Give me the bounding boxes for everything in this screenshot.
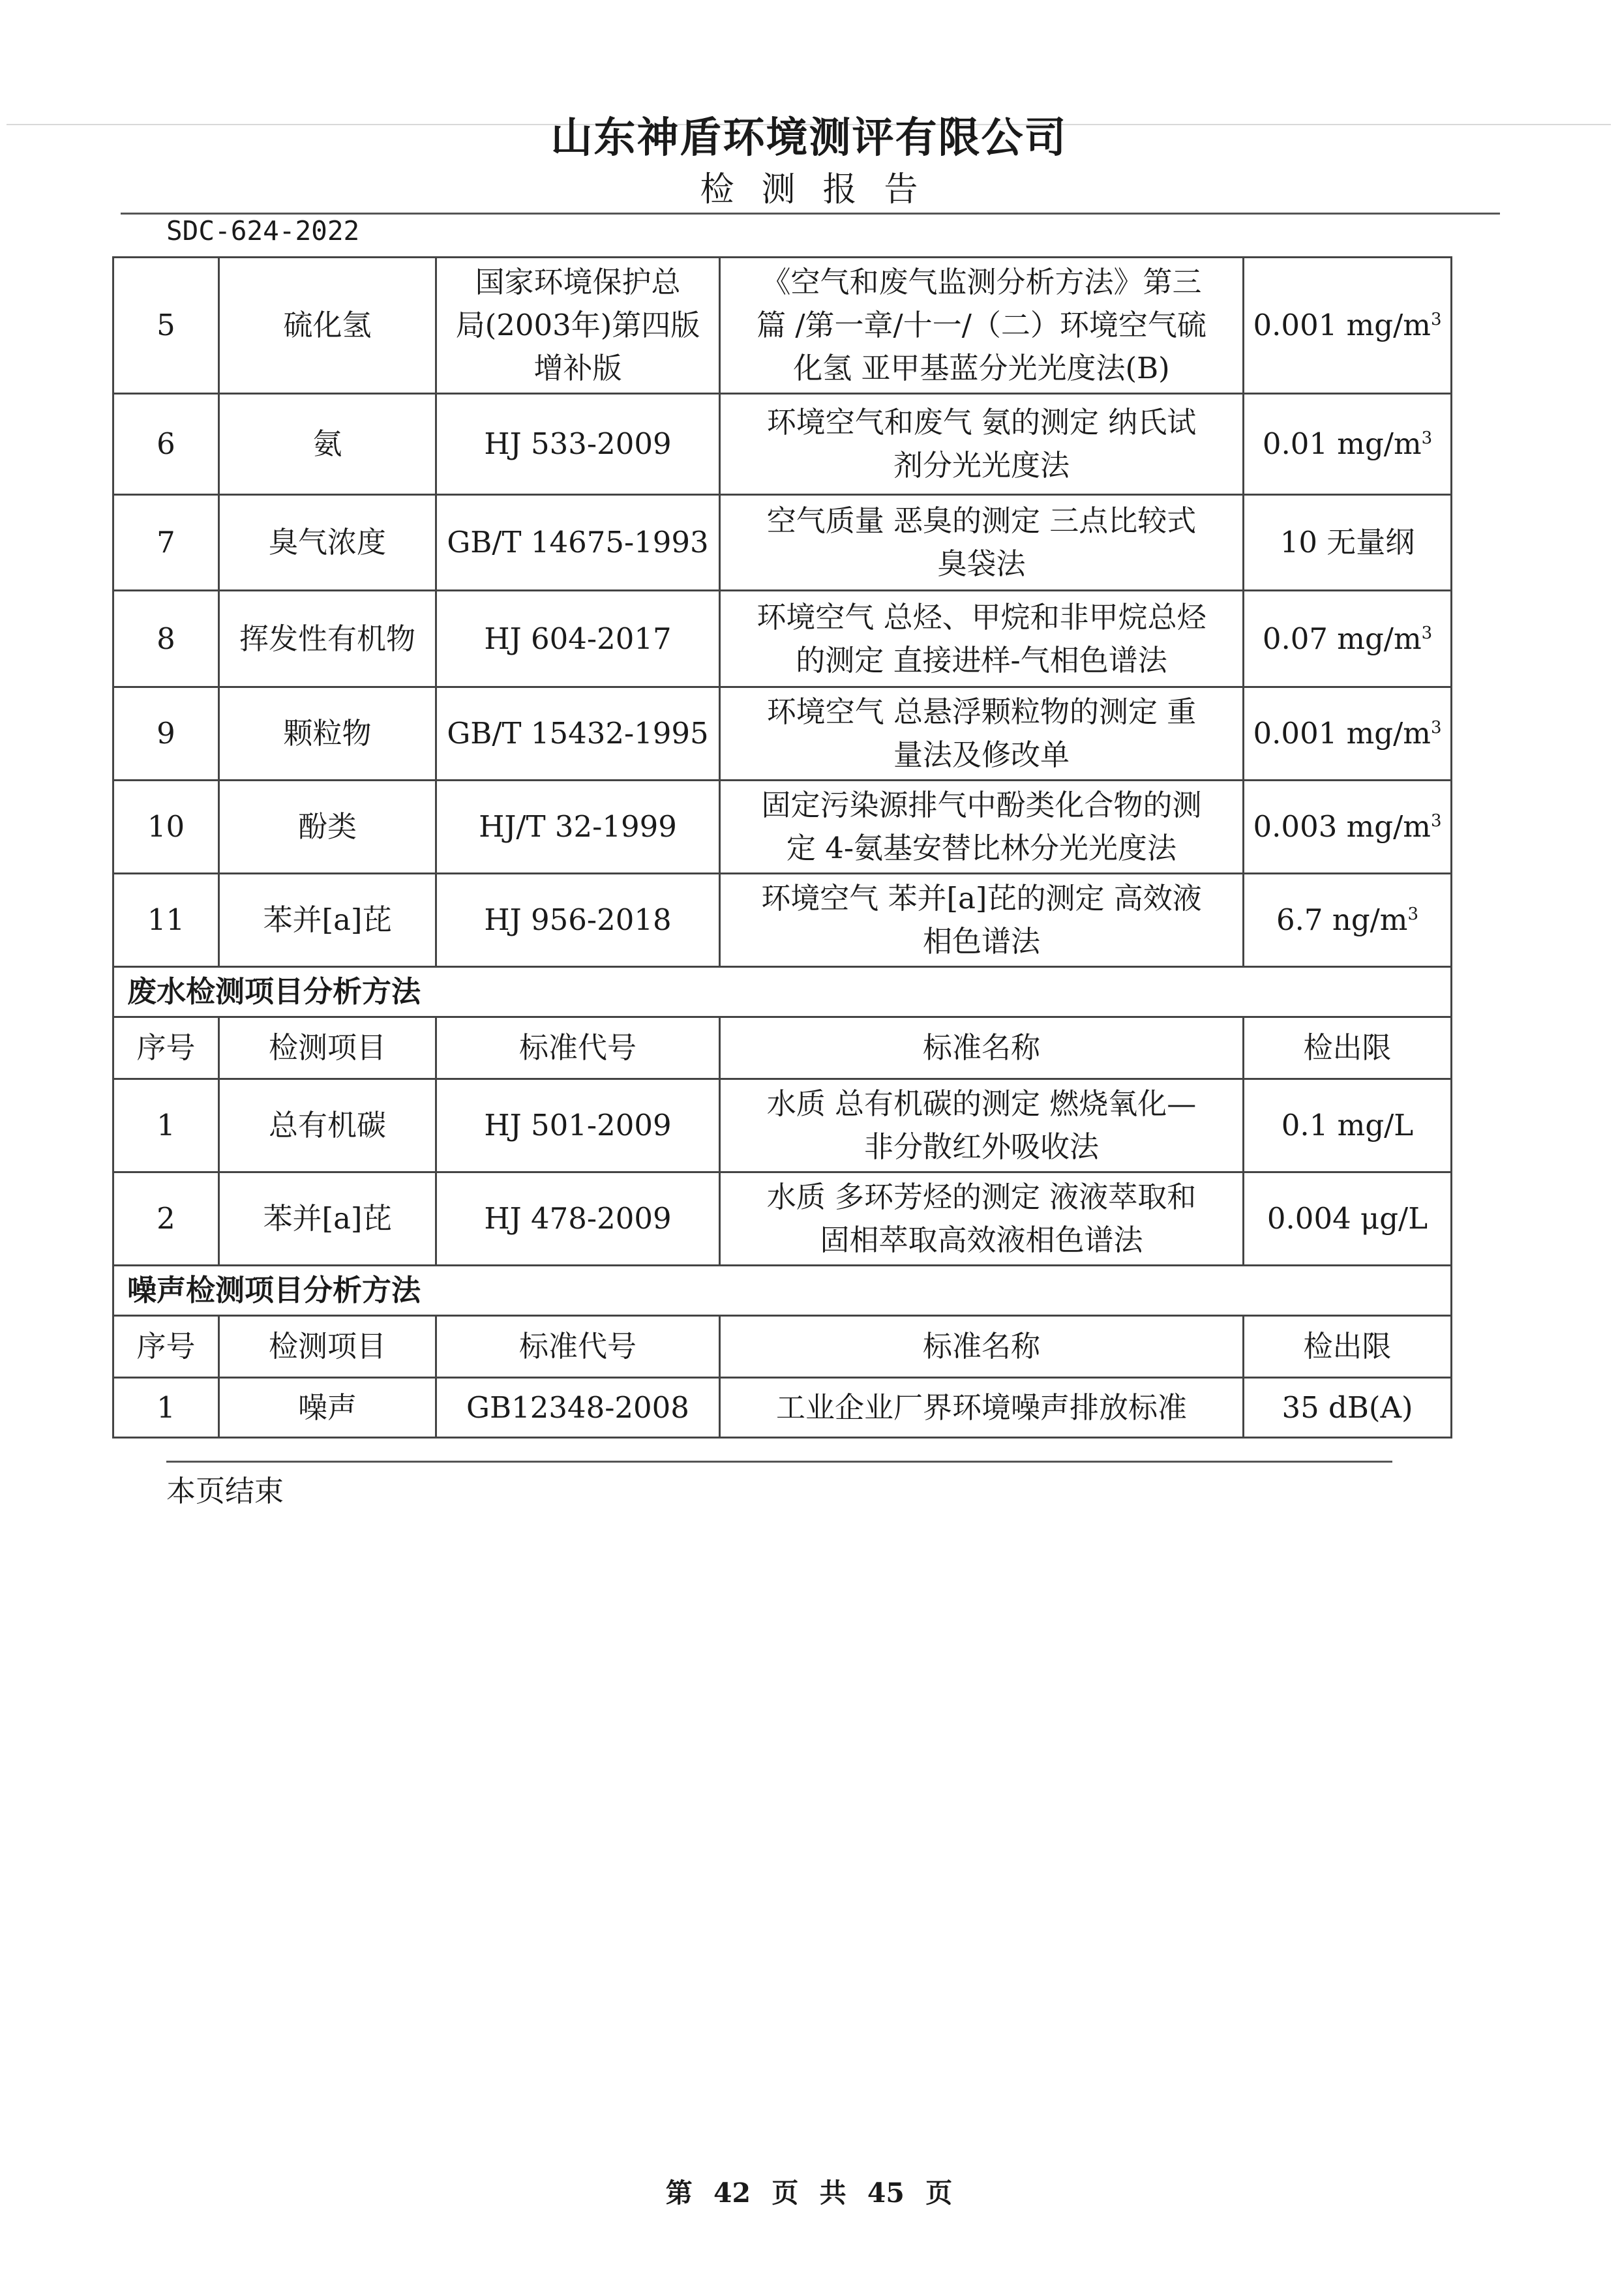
standard-code-cell-line: GB/T 15432-1995 xyxy=(447,716,709,751)
table-row xyxy=(113,495,1452,591)
standard-code-cell-line: HJ 604-2017 xyxy=(484,621,672,656)
table-row xyxy=(113,1378,1452,1438)
detection-limit-cell xyxy=(1244,591,1452,687)
table-row xyxy=(113,874,1452,967)
standard-code-cell xyxy=(436,687,720,781)
standard-code-cell xyxy=(436,258,720,394)
standard-name-cell xyxy=(720,495,1244,591)
standard-name-cell-line: 环境空气 总烃、甲烷和非甲烷总烃 xyxy=(757,599,1206,634)
detection-limit-cell xyxy=(1244,394,1452,495)
standard-code-cell-line: HJ 956-2018 xyxy=(484,902,672,937)
standard-name-cell-line: 水质 总有机碳的测定 燃烧氧化— xyxy=(766,1086,1197,1121)
detection-limit-value: 0.07 mg/m xyxy=(1262,621,1422,656)
test-item-cell: 臭气浓度 xyxy=(219,495,436,591)
detection-limit-superscript: 3 xyxy=(1430,310,1442,329)
standard-code-cell-line: 国家环境保护总 xyxy=(475,265,681,299)
table-row xyxy=(113,591,1452,687)
company-name: 山东神盾环境测评有限公司 xyxy=(550,114,1068,162)
detection-limit-superscript: 3 xyxy=(1407,904,1419,924)
column-header: 序号 xyxy=(113,1316,219,1378)
standard-name-cell xyxy=(720,1172,1244,1266)
serial-number-cell: 1 xyxy=(113,1378,219,1438)
detection-limit-cell xyxy=(1244,258,1452,394)
serial-number-cell: 9 xyxy=(113,687,219,781)
standard-name-cell xyxy=(720,781,1244,874)
standard-name-cell-line: 量法及修改单 xyxy=(893,738,1070,772)
serial-number-cell: 2 xyxy=(113,1172,219,1266)
standard-code-cell xyxy=(436,1079,720,1172)
standard-code-cell xyxy=(436,1378,720,1438)
standard-name-cell-line: 的测定 直接进样-气相色谱法 xyxy=(796,642,1167,678)
standard-code-cell-line: 增补版 xyxy=(533,351,622,385)
detection-limit-value: 0.001 mg/m xyxy=(1253,308,1431,342)
detection-limit-superscript: 3 xyxy=(1430,811,1442,831)
detection-limit-cell xyxy=(1244,1172,1452,1266)
serial-number-cell: 10 xyxy=(113,781,219,874)
table-row xyxy=(113,1172,1452,1266)
detection-limit-cell xyxy=(1244,1079,1452,1172)
standard-name-cell xyxy=(720,687,1244,781)
standard-name-cell xyxy=(720,394,1244,495)
test-item-cell: 苯并[a]芘 xyxy=(219,1172,436,1266)
detection-limit-value: 0.1 mg/L xyxy=(1281,1108,1414,1142)
standard-name-cell-line: 环境空气 苯并[a]芘的测定 高效液 xyxy=(761,881,1202,916)
serial-number-cell: 6 xyxy=(113,394,219,495)
detection-limit-superscript: 3 xyxy=(1421,428,1433,448)
end-of-page-note: 本页结束 xyxy=(166,1474,284,1508)
standard-code-cell xyxy=(436,394,720,495)
standard-name-cell xyxy=(720,1378,1244,1438)
report-number: SDC-624-2022 xyxy=(166,215,360,246)
test-item-cell: 颗粒物 xyxy=(219,687,436,781)
detection-limit-value: 0.001 mg/m xyxy=(1253,716,1431,751)
column-header: 标准代号 xyxy=(436,1017,720,1079)
detection-limit-value: 6.7 ng/m xyxy=(1276,902,1408,937)
standard-code-cell-line: HJ 501-2009 xyxy=(484,1108,672,1142)
report-subtitle: 检测报告 xyxy=(700,170,946,209)
table-row xyxy=(113,394,1452,495)
standard-name-cell-line: 相色谱法 xyxy=(922,924,1040,959)
test-item-cell: 总有机碳 xyxy=(219,1079,436,1172)
detection-limit-cell xyxy=(1244,1378,1452,1438)
table-row xyxy=(113,1079,1452,1172)
test-item-cell: 氨 xyxy=(219,394,436,495)
standard-name-cell-line: 《空气和废气监测分析方法》第三 xyxy=(761,265,1202,299)
noise-section xyxy=(113,1266,1452,1316)
standard-name-cell-line: 环境空气和废气 氨的测定 纳氏试 xyxy=(766,405,1197,440)
detection-limit-value: 35 dB(A) xyxy=(1281,1390,1413,1425)
column-header: 序号 xyxy=(113,1017,219,1079)
serial-number-cell: 7 xyxy=(113,495,219,591)
standard-name-cell-line: 固定污染源排气中酚类化合物的测 xyxy=(761,788,1202,822)
footer-rule xyxy=(166,1461,1392,1463)
table-row xyxy=(113,781,1452,874)
standard-code-cell-line: HJ/T 32-1999 xyxy=(479,809,677,844)
standard-code-cell xyxy=(436,1172,720,1266)
column-header: 检出限 xyxy=(1244,1017,1452,1079)
serial-number-cell: 1 xyxy=(113,1079,219,1172)
detection-limit-value: 0.003 mg/m xyxy=(1253,809,1431,844)
standard-code-cell-line: HJ 533-2009 xyxy=(484,426,672,461)
standard-name-cell-line: 非分散红外吸收法 xyxy=(863,1129,1099,1164)
standard-code-cell-line: GB12348-2008 xyxy=(466,1390,689,1425)
standard-name-cell xyxy=(720,591,1244,687)
table-row xyxy=(113,687,1452,781)
standard-code-cell xyxy=(436,874,720,967)
serial-number-cell: 8 xyxy=(113,591,219,687)
detection-limit-superscript: 3 xyxy=(1430,718,1442,738)
standard-code-cell-line: 局(2003年)第四版 xyxy=(455,308,700,342)
table-header-row xyxy=(113,1017,1452,1079)
detection-limit-cell xyxy=(1244,781,1452,874)
detection-limit-cell xyxy=(1244,874,1452,967)
standard-name-cell-line: 篇 /第一章/十一/（二）环境空气硫 xyxy=(757,308,1206,342)
standard-name-cell-line: 定 4-氨基安替比林分光光度法 xyxy=(786,831,1177,865)
standard-name-cell-line: 剂分光光度法 xyxy=(893,448,1070,483)
test-item-cell: 挥发性有机物 xyxy=(219,591,436,687)
standard-code-cell xyxy=(436,781,720,874)
methods-table xyxy=(112,256,1452,1439)
table-header-row xyxy=(113,1316,1452,1378)
wastewater-section xyxy=(113,967,1452,1017)
column-header: 检测项目 xyxy=(219,1316,436,1378)
detection-limit-cell xyxy=(1244,687,1452,781)
column-header: 标准名称 xyxy=(720,1017,1244,1079)
test-item-cell: 硫化氢 xyxy=(219,258,436,394)
standard-code-cell xyxy=(436,591,720,687)
detection-limit-superscript: 3 xyxy=(1421,623,1433,643)
detection-limit-value: 0.01 mg/m xyxy=(1262,426,1422,461)
standard-name-cell-line: 固相萃取高效液相色谱法 xyxy=(820,1223,1143,1257)
page-number: 第 42 页 共 45 页 xyxy=(665,2177,953,2209)
table-row xyxy=(113,258,1452,394)
standard-code-cell xyxy=(436,495,720,591)
standard-code-cell-line: GB/T 14675-1993 xyxy=(447,525,709,559)
standard-name-cell-line: 空气质量 恶臭的测定 三点比较式 xyxy=(766,503,1197,538)
column-header: 标准代号 xyxy=(436,1316,720,1378)
detection-limit-value: 0.004 μg/L xyxy=(1266,1201,1428,1236)
column-header: 标准名称 xyxy=(720,1316,1244,1378)
standard-name-cell-line: 臭袋法 xyxy=(937,546,1026,581)
standard-name-cell-line: 工业企业厂界环境噪声排放标准 xyxy=(775,1390,1187,1425)
serial-number-cell: 11 xyxy=(113,874,219,967)
column-header: 检出限 xyxy=(1244,1316,1452,1378)
wastewater-section-title: 废水检测项目分析方法 xyxy=(113,967,1452,1017)
test-item-cell: 噪声 xyxy=(219,1378,436,1438)
standard-name-cell xyxy=(720,258,1244,394)
standard-name-cell xyxy=(720,1079,1244,1172)
standard-name-cell-line: 环境空气 总悬浮颗粒物的测定 重 xyxy=(766,694,1197,729)
standard-code-cell-line: HJ 478-2009 xyxy=(484,1201,672,1236)
methods-table-body xyxy=(113,258,1452,1438)
column-header: 检测项目 xyxy=(219,1017,436,1079)
standard-name-cell xyxy=(720,874,1244,967)
test-item-cell: 酚类 xyxy=(219,781,436,874)
header-rule xyxy=(121,213,1500,215)
detection-limit-value: 10 无量纲 xyxy=(1280,525,1415,559)
detection-limit-cell xyxy=(1244,495,1452,591)
noise-section-title: 噪声检测项目分析方法 xyxy=(113,1266,1452,1316)
serial-number-cell: 5 xyxy=(113,258,219,394)
test-item-cell: 苯并[a]芘 xyxy=(219,874,436,967)
standard-name-cell-line: 水质 多环芳烃的测定 液液萃取和 xyxy=(766,1180,1197,1214)
standard-name-cell-line: 化氢 亚甲基蓝分光光度法(B) xyxy=(793,351,1170,385)
